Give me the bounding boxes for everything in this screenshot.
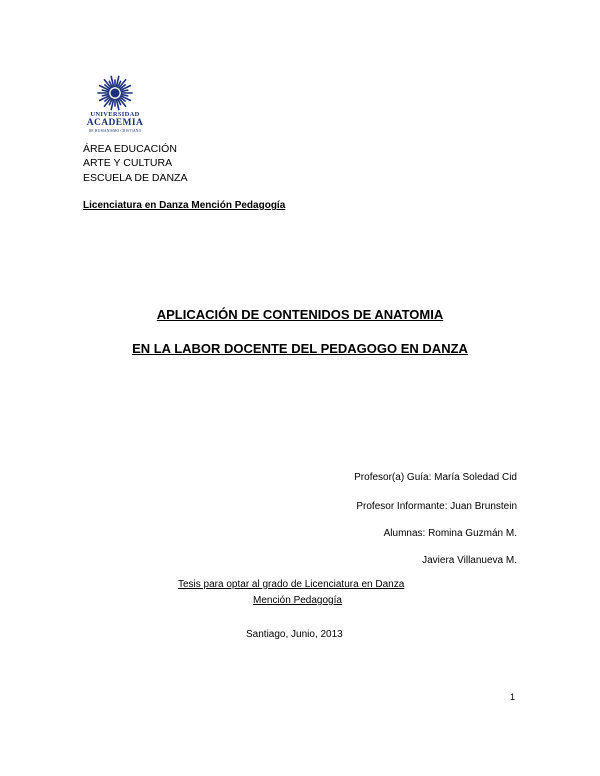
guide-professor: Profesor(a) Guía: María Soledad Cid — [354, 472, 517, 483]
program-name: Licenciatura en Danza Mención Pedagogía — [83, 200, 286, 211]
students-line-2: Javiera Villanueva M. — [422, 555, 517, 566]
header-line-department: ARTE Y CULTURA — [83, 157, 173, 169]
thesis-title-line-1: APLICACIÓN DE CONTENIDOS DE ANATOMIA — [156, 307, 444, 322]
university-logo — [80, 74, 150, 138]
logo-line-2: ACADEMIA — [86, 118, 144, 128]
header-line-school: ESCUELA DE DANZA — [83, 172, 188, 184]
thesis-statement-line-2: Mención Pedagogía — [253, 595, 342, 606]
thesis-statement-line-1: Tesis para optar al grado de Licenciatura en Danza — [178, 579, 405, 590]
students-line-1: Alumnas: Romina Guzmán M. — [383, 528, 517, 539]
place-date: Santiago, Junio, 2013 — [246, 629, 343, 640]
sunburst-icon — [80, 74, 150, 114]
header-line-area: ÁREA EDUCACIÓN — [83, 143, 177, 155]
page-number: 1 — [510, 692, 516, 702]
logo-line-1: UNIVERSIDAD — [90, 111, 140, 118]
informant-professor: Profesor Informante: Juan Brunstein — [356, 501, 517, 512]
logo-line-3: DE HUMANISMO CRISTIANO — [88, 129, 142, 133]
thesis-title-line-2: EN LA LABOR DOCENTE DEL PEDAGOGO EN DANZA — [132, 341, 468, 356]
